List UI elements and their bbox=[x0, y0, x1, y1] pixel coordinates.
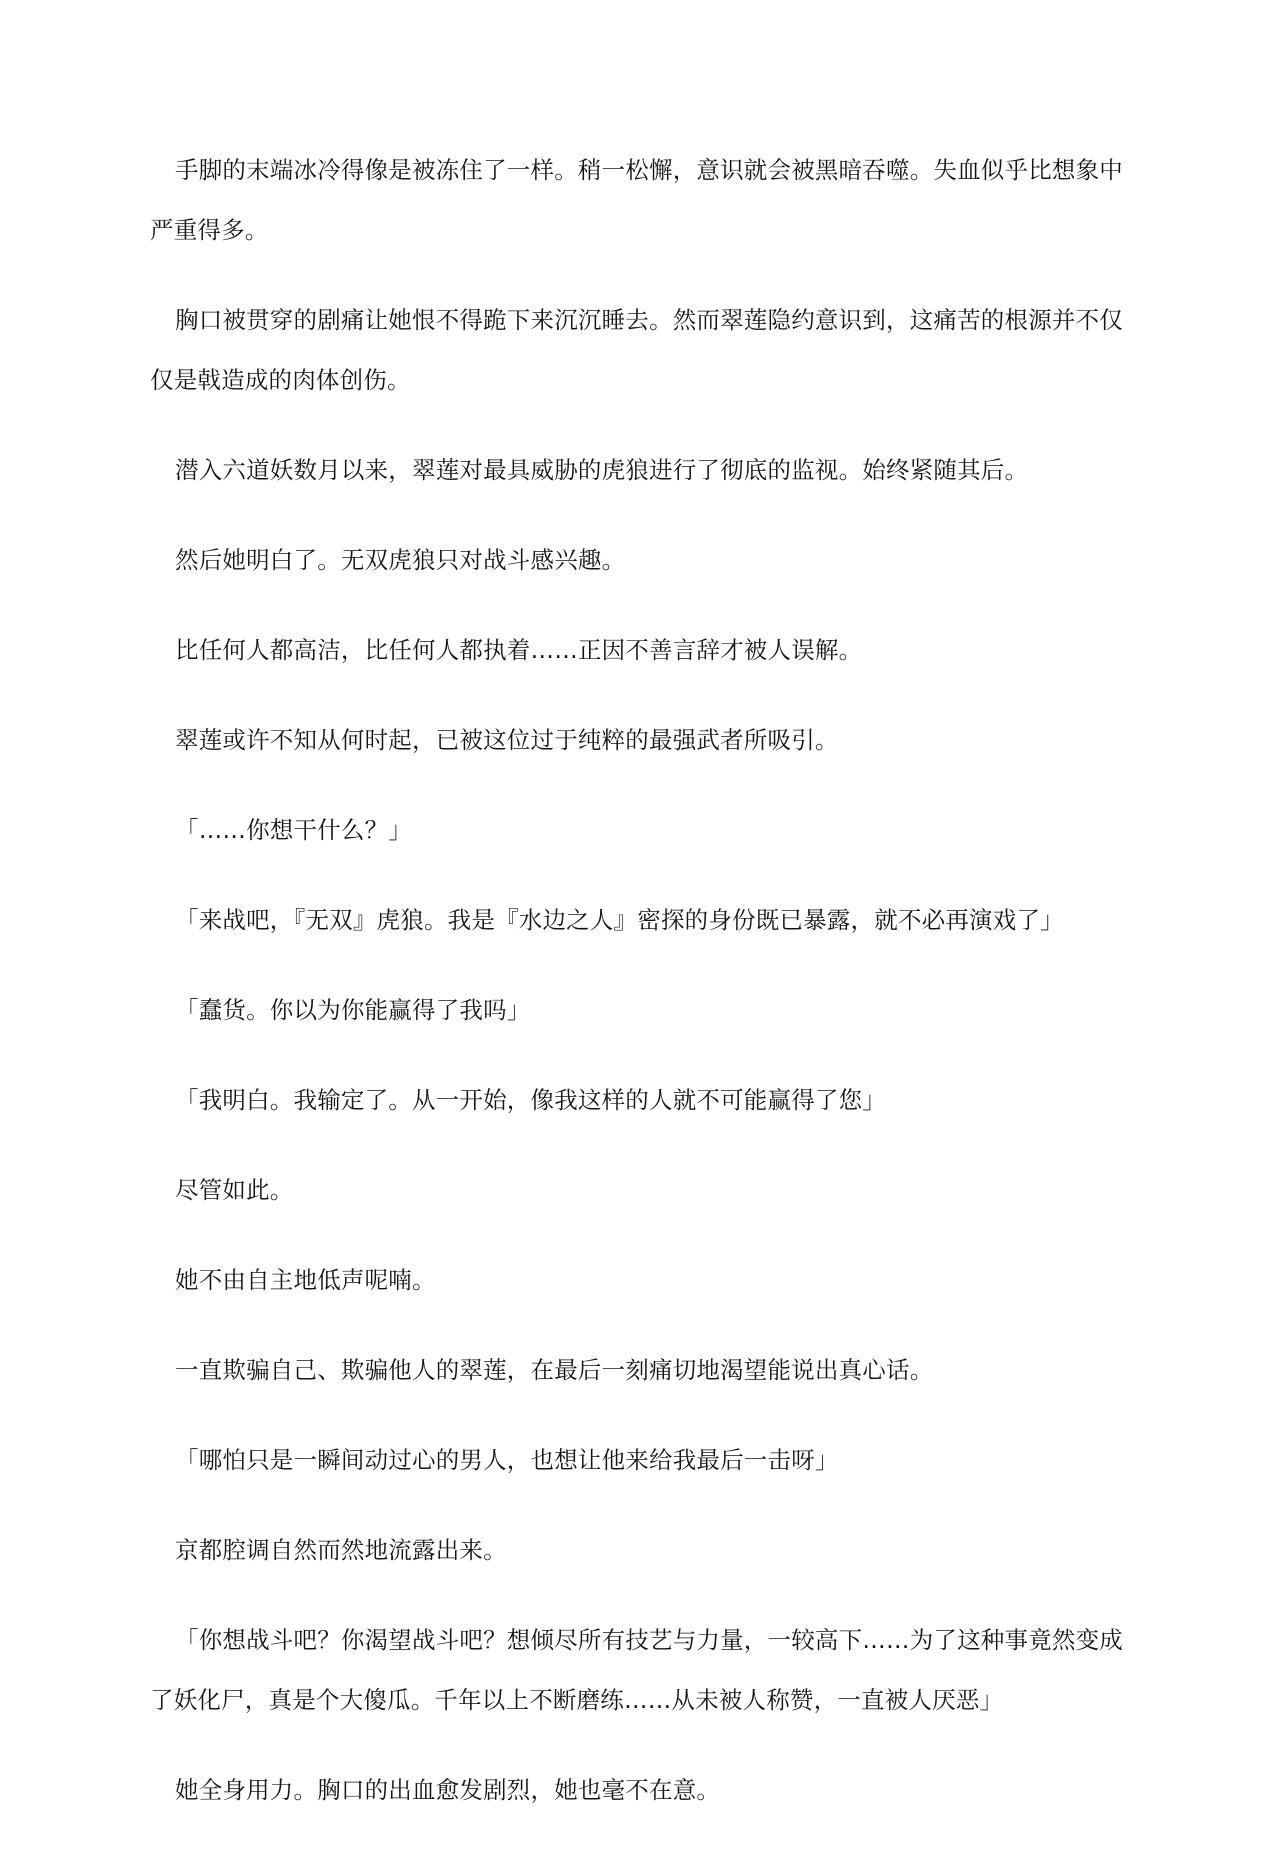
dialogue-line: 「哪怕只是一瞬间动过心的男人，也想让他来给我最后一击呀」 bbox=[175, 1446, 839, 1474]
paragraph: 她不由自主地低声呢喃。 bbox=[175, 1266, 436, 1294]
dialogue-line: 「来战吧，『无双』虎狼。我是『水边之人』密探的身份既已暴露，就不必再演戏了」 bbox=[175, 906, 1064, 934]
paragraph: 胸口被贯穿的剧痛让她恨不得跪下来沉沉睡去。然而翠莲隐约意识到，这痛苦的根源并不仅仅是戟造成的肉体创伤。 bbox=[150, 306, 1123, 394]
paragraph: 尽管如此。 bbox=[175, 1176, 294, 1204]
dialogue-line: 「蠢货。你以为你能赢得了我吗」 bbox=[175, 996, 531, 1024]
paragraph: 翠莲或许不知从何时起，已被这位过于纯粹的最强武者所吸引。 bbox=[175, 726, 839, 754]
paragraph: 京都腔调自然而然地流露出来。 bbox=[175, 1536, 507, 1564]
dialogue-line: 「我明白。我输定了。从一开始，像我这样的人就不可能赢得了您」 bbox=[175, 1086, 886, 1114]
dialogue-line: 「你想战斗吧？你渴望战斗吧？想倾尽所有技艺与力量，一较高下……为了这种事竟然变成了妖化尸，真是个大傻瓜。千年以上不断磨练……从未被人称赞，一直被人厌恶」 bbox=[150, 1626, 1123, 1714]
paragraph: 比任何人都高洁，比任何人都执着……正因不善言辞才被人误解。 bbox=[175, 636, 863, 664]
paragraph: 一直欺骗自己、欺骗他人的翠莲，在最后一刻痛切地渴望能说出真心话。 bbox=[175, 1356, 934, 1384]
document-page bbox=[150, 140, 1130, 1850]
paragraph: 她全身用力。胸口的出血愈发剧烈，她也毫不在意。 bbox=[175, 1776, 721, 1804]
paragraph: 然后她明白了。无双虎狼只对战斗感兴趣。 bbox=[175, 546, 626, 574]
paragraph: 潜入六道妖数月以来，翠莲对最具威胁的虎狼进行了彻底的监视。始终紧随其后。 bbox=[175, 456, 1029, 484]
paragraph: 手脚的末端冰冷得像是被冻住了一样。稍一松懈，意识就会被黑暗吞噬。失血似乎比想象中严重得多。 bbox=[150, 156, 1123, 244]
dialogue-line: 「……你想干什么？」 bbox=[175, 816, 412, 844]
